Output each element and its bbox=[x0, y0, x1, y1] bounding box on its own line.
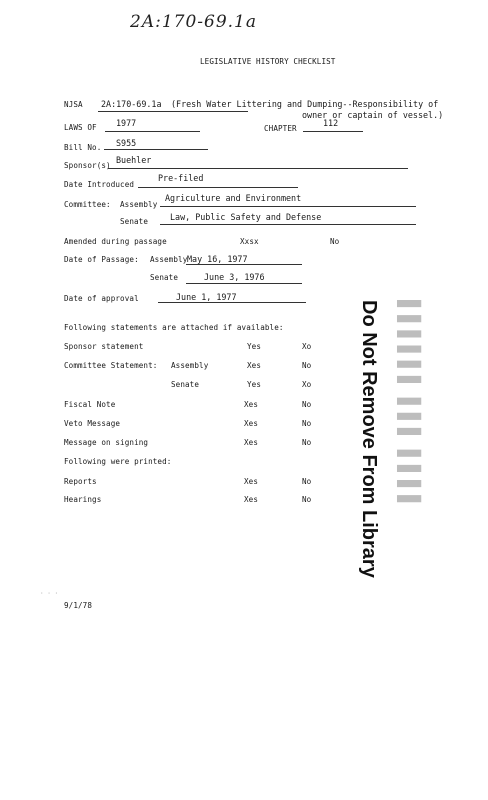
passage-assembly-underline bbox=[186, 264, 302, 265]
row-label: Veto Message bbox=[64, 419, 121, 428]
committee-assembly-underline bbox=[160, 206, 416, 207]
bill-number-underline bbox=[104, 149, 208, 150]
row-sub-label: Assembly bbox=[171, 361, 209, 370]
committee-assembly-value: Agriculture and Environment bbox=[165, 193, 302, 203]
handwritten-reference: 2A:170-69.1a bbox=[130, 12, 257, 32]
approval-underline bbox=[158, 302, 306, 303]
chapter-underline bbox=[303, 131, 363, 132]
scan-specks: · · · bbox=[40, 590, 59, 597]
row-no: No bbox=[302, 419, 312, 428]
row-label: Message on signing bbox=[64, 438, 149, 447]
row-yes: Xes bbox=[244, 400, 259, 409]
sponsor-value: Buehler bbox=[116, 155, 152, 165]
printed-row-yes: Xes bbox=[244, 477, 259, 486]
committee-senate-underline bbox=[160, 224, 416, 225]
bill-number-label: Bill No. bbox=[64, 143, 102, 152]
amended-no: No bbox=[330, 237, 340, 246]
printed-row-label: Reports bbox=[64, 477, 97, 486]
committee-label: Committee: bbox=[64, 200, 111, 209]
row-label: Fiscal Note bbox=[64, 400, 116, 409]
bill-number-value: S955 bbox=[116, 138, 137, 148]
laws-of-underline bbox=[105, 131, 200, 132]
amended-yes: Xxsx bbox=[240, 237, 259, 246]
row-no: No bbox=[302, 438, 312, 447]
date-introduced-label: Date Introduced bbox=[64, 180, 135, 189]
njsa-label: NJSA bbox=[64, 100, 83, 109]
approval-value: June 1, 1977 bbox=[176, 292, 237, 302]
row-yes: Xes bbox=[247, 361, 262, 370]
sponsor-underline bbox=[108, 168, 408, 169]
printed-heading: Following were printed: bbox=[64, 457, 172, 466]
amended-label: Amended during passage bbox=[64, 237, 167, 246]
committee-assembly-label: Assembly bbox=[120, 200, 158, 209]
date-introduced-value: Pre-filed bbox=[158, 173, 204, 183]
printed-row-label: Hearings bbox=[64, 495, 102, 504]
row-sub-label: Senate bbox=[171, 380, 200, 389]
row-yes: Xes bbox=[244, 419, 259, 428]
sponsor-label: Sponsor(s) bbox=[64, 161, 111, 170]
footer-date: 9/1/78 bbox=[64, 601, 93, 610]
chapter-value: 112 bbox=[323, 118, 339, 128]
passage-label: Date of Passage: bbox=[64, 255, 139, 264]
passage-assembly-label: Assembly bbox=[150, 255, 188, 264]
row-label: Sponsor statement bbox=[64, 342, 144, 351]
passage-senate-underline bbox=[186, 283, 302, 284]
printed-row-no: No bbox=[302, 477, 312, 486]
stamp-text: Do Not Remove From Library bbox=[358, 300, 380, 578]
date-introduced-underline bbox=[138, 187, 298, 188]
printed-row-yes: Xes bbox=[244, 495, 259, 504]
passage-senate-value: June 3, 1976 bbox=[204, 272, 265, 282]
row-yes: Yes bbox=[247, 380, 262, 389]
attached-heading: Following statements are attached if available: bbox=[64, 323, 284, 332]
passage-assembly-value: May 16, 1977 bbox=[187, 254, 248, 264]
laws-of-label: LAWS OF bbox=[64, 123, 97, 132]
row-no: Xo bbox=[302, 380, 312, 389]
row-yes: Xes bbox=[244, 438, 259, 447]
njsa-underline bbox=[98, 111, 248, 112]
row-label: Committee Statement: bbox=[64, 361, 158, 370]
library-stamp bbox=[358, 300, 430, 578]
njsa-description-line1: (Fresh Water Littering and Dumping--Responsibility of bbox=[171, 99, 439, 109]
printed-row-no: No bbox=[302, 495, 312, 504]
committee-senate-label: Senate bbox=[120, 217, 149, 226]
passage-senate-label: Senate bbox=[150, 273, 179, 282]
chapter-label: CHAPTER bbox=[264, 124, 297, 133]
laws-of-value: 1977 bbox=[116, 118, 137, 128]
page-title: LEGISLATIVE HISTORY CHECKLIST bbox=[200, 57, 336, 66]
njsa-description-line2: owner or captain of vessel.) bbox=[302, 110, 444, 120]
stamp-faint-text: ▌▌▌▌▌▌ ▌▌▌ ▌▌▌▌ bbox=[398, 300, 420, 511]
approval-label: Date of approval bbox=[64, 294, 139, 303]
row-yes: Yes bbox=[247, 342, 262, 351]
row-no: Xo bbox=[302, 342, 312, 351]
committee-senate-value: Law, Public Safety and Defense bbox=[170, 212, 322, 222]
row-no: No bbox=[302, 361, 312, 370]
njsa-value: 2A:170-69.1a bbox=[101, 99, 162, 109]
row-no: No bbox=[302, 400, 312, 409]
